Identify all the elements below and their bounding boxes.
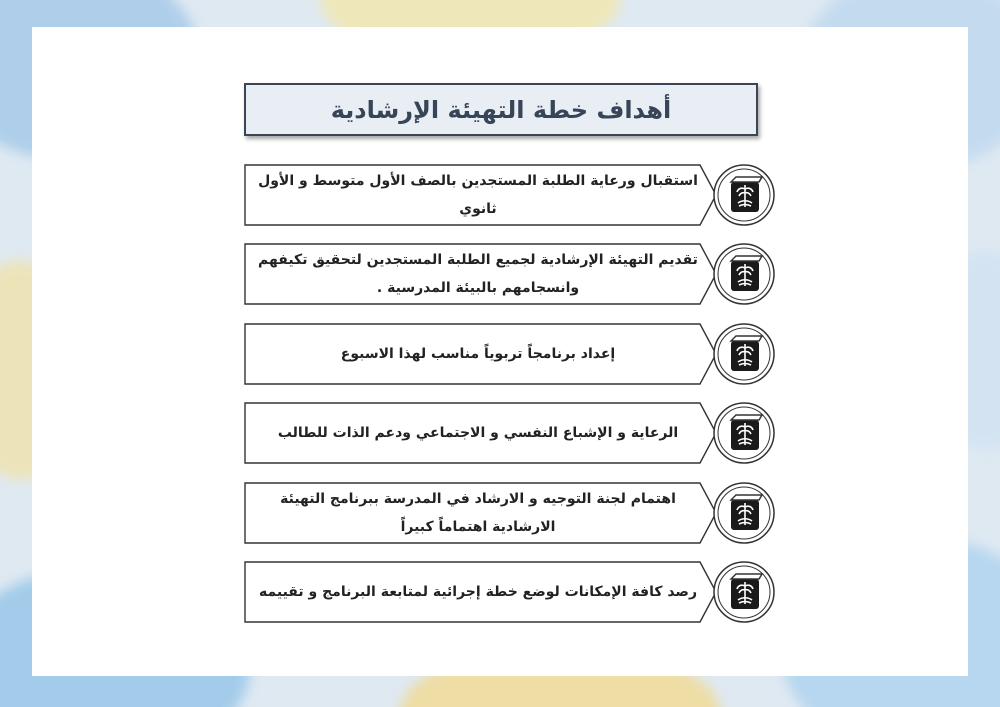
goal-box xyxy=(244,164,714,226)
goal-item xyxy=(244,402,780,466)
page-title: أهداف خطة التهيئة الإرشادية xyxy=(330,95,672,124)
ministry-emblem-icon xyxy=(712,481,776,545)
goal-box xyxy=(244,561,714,623)
goal-box xyxy=(244,402,714,464)
goal-box xyxy=(244,482,714,544)
ministry-emblem-icon xyxy=(712,560,776,624)
ministry-emblem-icon xyxy=(712,322,776,386)
goal-box xyxy=(244,243,714,305)
goal-text: رصد كافة الإمكانات لوضع خطة إجرائية لمتابعة البرنامج و تقييمه xyxy=(258,584,698,600)
ministry-emblem-icon xyxy=(712,401,776,465)
goal-text: اهتمام لجنة التوجيه و الارشاد في المدرسة ببرنامج التهيئة الارشادية اهتماماً كبيراً xyxy=(280,491,676,535)
goal-item xyxy=(244,243,780,307)
goal-text: استقبال ورعاية الطلبة المستجدين بالصف الأول متوسط و الأول ثانوي xyxy=(258,173,698,217)
title-box xyxy=(244,83,758,136)
goal-text: الرعاية و الإشباع النفسي و الاجتماعي ودعم الذات للطالب xyxy=(277,425,679,441)
goal-item xyxy=(244,482,780,546)
goal-item xyxy=(244,323,780,387)
ministry-emblem-icon xyxy=(712,163,776,227)
ministry-emblem-icon xyxy=(712,242,776,306)
goal-item xyxy=(244,561,780,625)
goal-box xyxy=(244,323,714,385)
goal-text: تقديم التهيئة الإرشادية لجميع الطلبة المستجدين لتحقيق تكيفهم وانسجامهم بالبيئة المدرسية . xyxy=(258,252,698,296)
goal-item xyxy=(244,164,780,228)
goal-text: إعداد برنامجاً تربوياً مناسب لهذا الاسبوع xyxy=(340,346,616,362)
